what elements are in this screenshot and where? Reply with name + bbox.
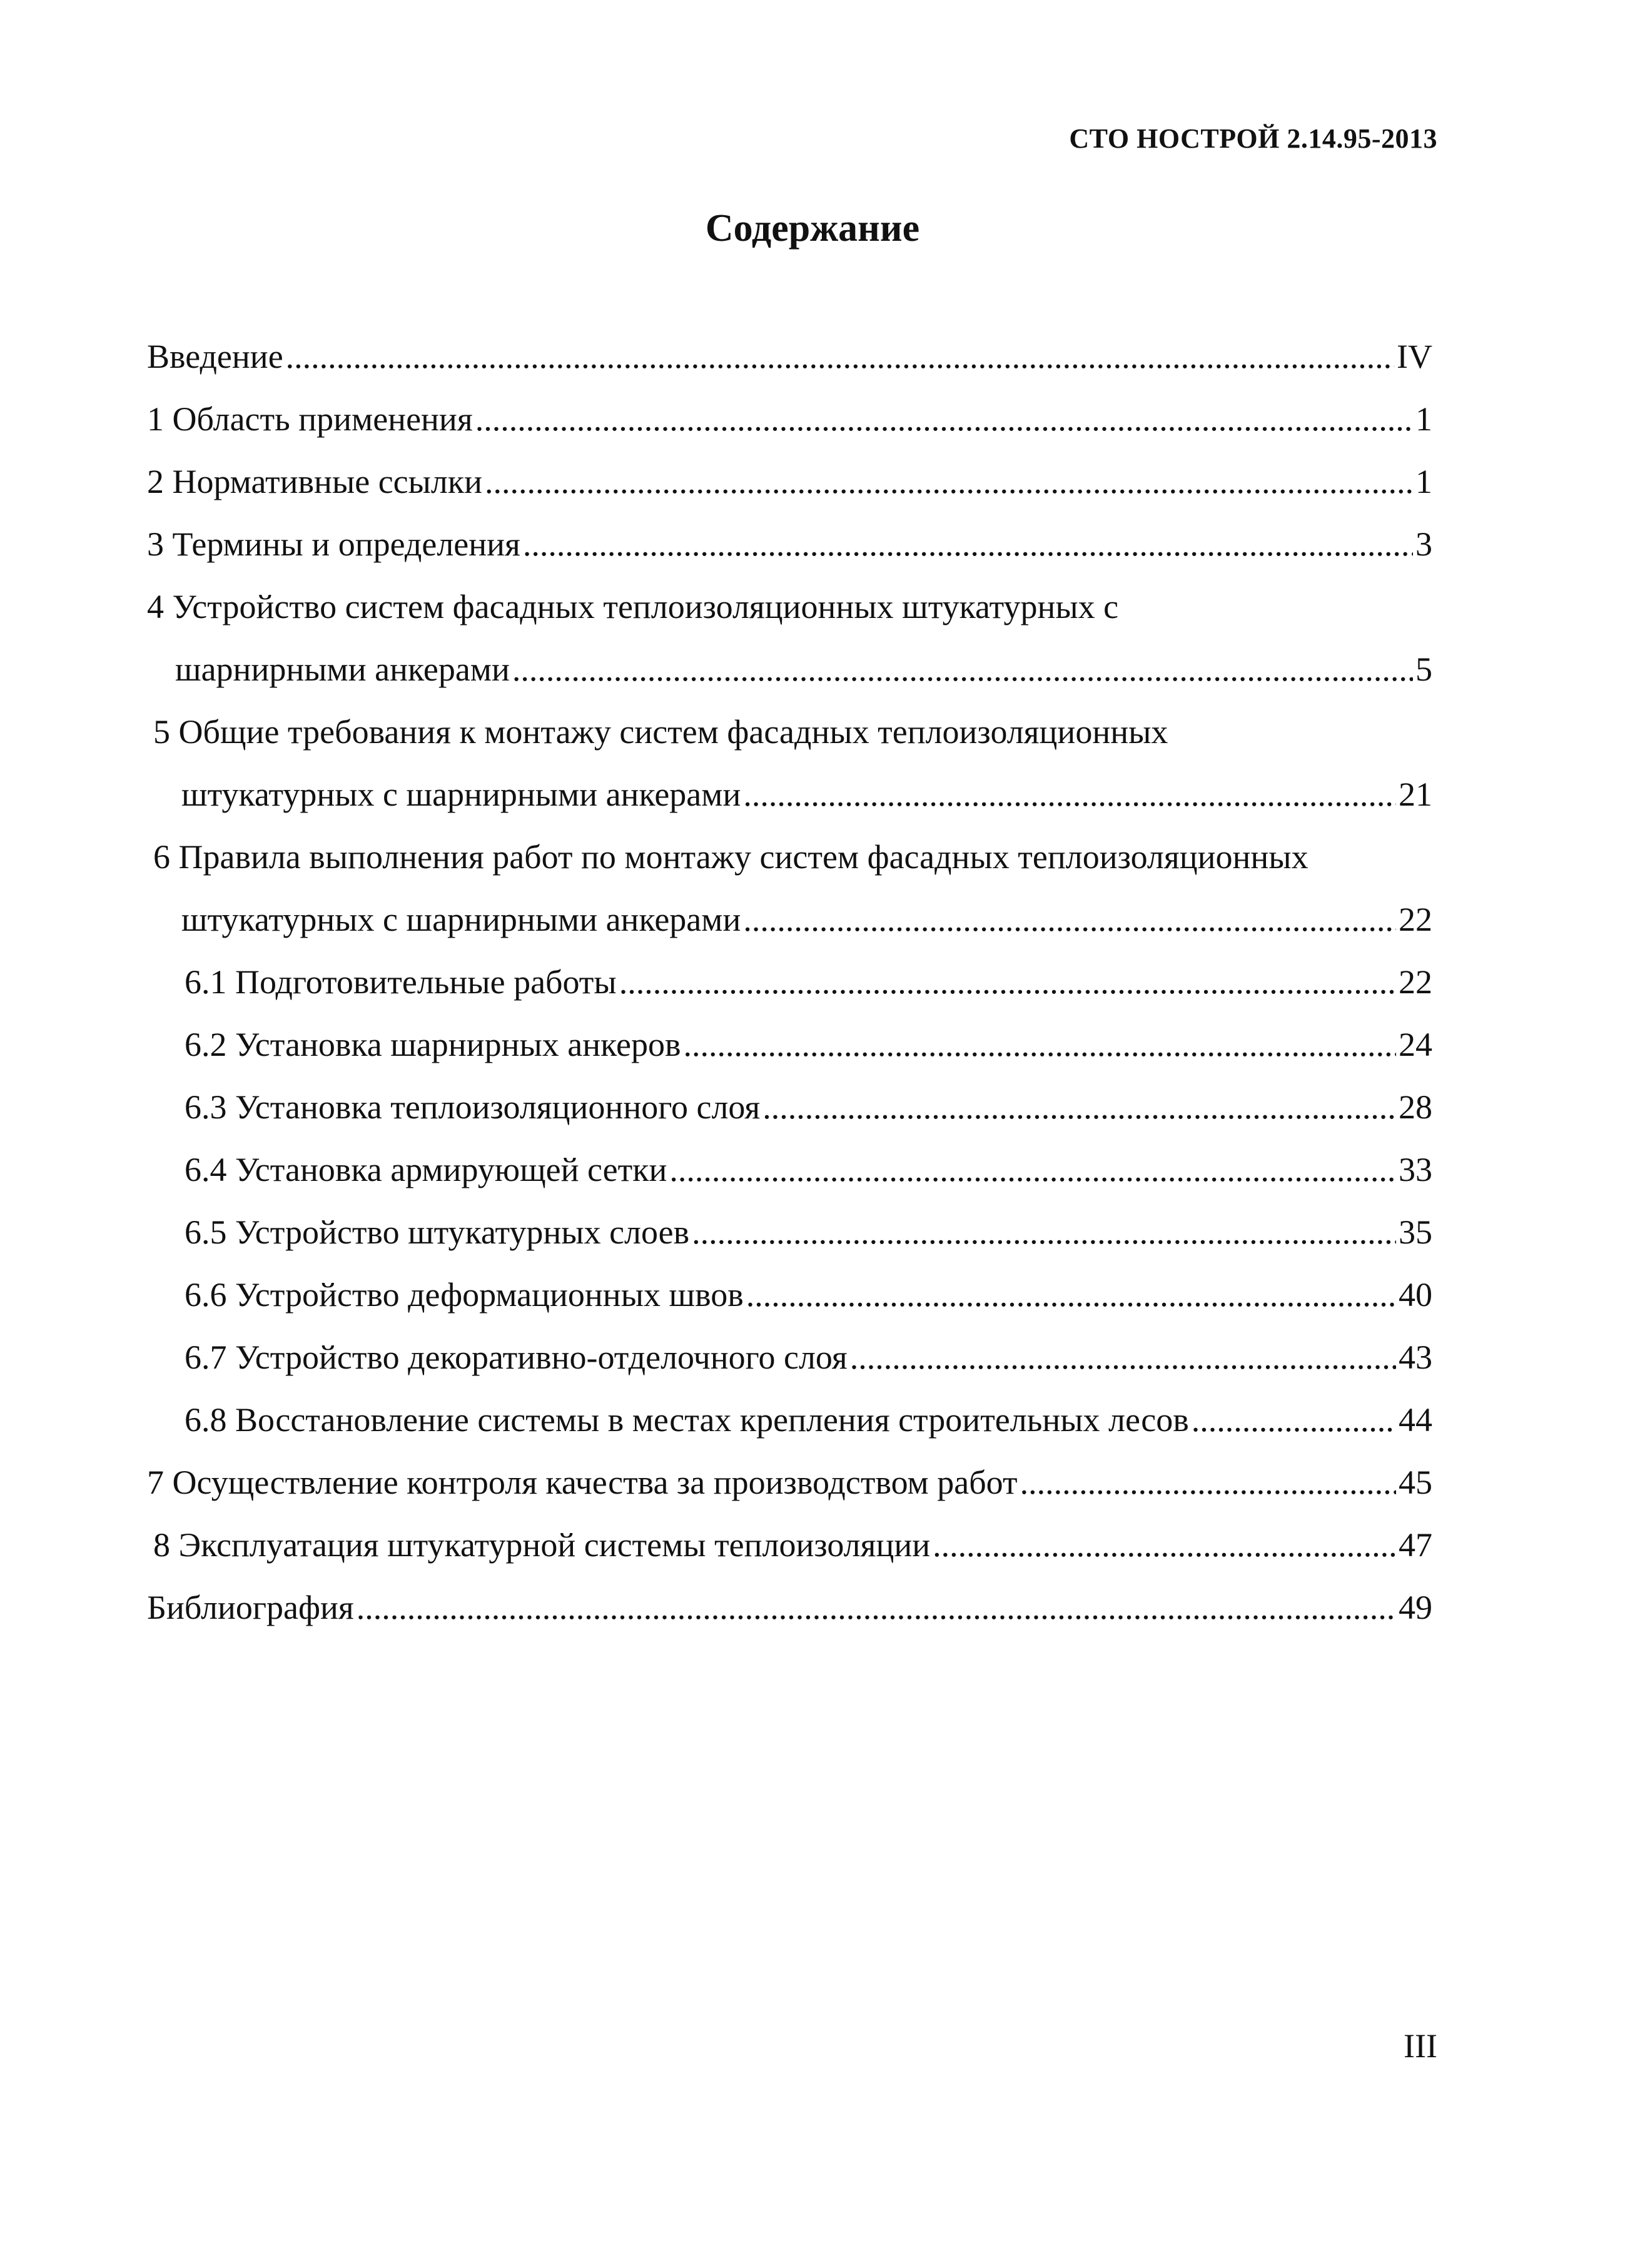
- toc-entry[interactable]: [147, 1138, 1432, 1201]
- toc-entry-page: 35: [1399, 1213, 1432, 1251]
- toc-entry-page: 49: [1399, 1589, 1432, 1626]
- toc-entry-label: 8 Эксплуатация штукатурной системы теплоизоляции: [153, 1526, 931, 1564]
- toc-leader-dots: [762, 1076, 1396, 1138]
- toc-entry[interactable]: [147, 1514, 1432, 1576]
- toc-entry-label: 6.7 Устройство декоративно-отделочного слоя: [185, 1339, 848, 1376]
- toc-leader-dots: [746, 1263, 1396, 1326]
- toc-entry-page: 40: [1399, 1276, 1432, 1314]
- document-code: СТО НОСТРОЙ 2.14.95-2013: [1069, 123, 1437, 154]
- toc-entry-page: 22: [1399, 963, 1432, 1001]
- toc-leader-dots: [1020, 1451, 1396, 1514]
- toc-leader-dots: [669, 1138, 1396, 1201]
- toc-entry-label: 6.6 Устройство деформационных швов: [185, 1276, 744, 1314]
- toc-entry[interactable]: [147, 638, 1432, 701]
- toc-leader-dots: [475, 388, 1413, 450]
- toc-entry[interactable]: [147, 1076, 1432, 1138]
- toc-leader-dots: [1192, 1389, 1396, 1451]
- toc-leader-dots: [357, 1576, 1396, 1639]
- table-of-contents: [147, 325, 1432, 1639]
- toc-entry-label: штукатурных с шарнирными анкерами: [181, 901, 741, 938]
- toc-entry-page: IV: [1397, 338, 1432, 375]
- toc-leader-dots: [743, 888, 1396, 951]
- toc-entry-label: штукатурных с шарнирными анкерами: [181, 776, 741, 813]
- toc-entry-label: 7 Осуществление контроля качества за производством работ: [147, 1464, 1018, 1501]
- toc-leader-dots: [933, 1514, 1396, 1576]
- toc-entry-page: 28: [1399, 1088, 1432, 1126]
- toc-entry[interactable]: [147, 826, 1432, 888]
- toc-entry-label: 6.4 Установка армирующей сетки: [185, 1151, 667, 1188]
- toc-entry-page: 24: [1399, 1026, 1432, 1063]
- toc-entry-page: 5: [1415, 651, 1432, 688]
- toc-entry[interactable]: [147, 1389, 1432, 1451]
- toc-leader-dots: [743, 763, 1396, 826]
- toc-entry[interactable]: [147, 1263, 1432, 1326]
- toc-entry-label: 6.2 Установка шарнирных анкеров: [185, 1026, 681, 1063]
- toc-leader-dots: [683, 1013, 1396, 1076]
- toc-entry[interactable]: [147, 575, 1432, 638]
- toc-entry[interactable]: [147, 951, 1432, 1013]
- toc-entry-label: 6.5 Устройство штукатурных слоев: [185, 1213, 690, 1251]
- toc-entry[interactable]: [147, 1201, 1432, 1263]
- toc-entry-label: Введение: [147, 338, 283, 375]
- toc-entry-label: Библиография: [147, 1589, 354, 1626]
- toc-entry[interactable]: [147, 388, 1432, 450]
- toc-entry[interactable]: [147, 763, 1432, 826]
- toc-entry-page: 43: [1399, 1339, 1432, 1376]
- toc-entry[interactable]: [147, 888, 1432, 951]
- toc-entry-page: 22: [1399, 901, 1432, 938]
- toc-entry-page: 1: [1415, 400, 1432, 438]
- toc-leader-dots: [692, 1201, 1396, 1263]
- toc-entry-label: 2 Нормативные ссылки: [147, 463, 482, 500]
- toc-entry-label: 6.8 Восстановление системы в местах крепления строительных лесов: [185, 1401, 1189, 1439]
- toc-entry-page: 3: [1415, 525, 1432, 563]
- toc-entry-page: 45: [1399, 1464, 1432, 1501]
- toc-entry-label: 5 Общие требования к монтажу систем фасадных теплоизоляционных: [153, 713, 1168, 751]
- toc-entry[interactable]: [147, 325, 1432, 388]
- toc-entry[interactable]: [147, 1013, 1432, 1076]
- toc-entry[interactable]: [147, 1576, 1432, 1639]
- toc-entry[interactable]: [147, 450, 1432, 513]
- toc-entry[interactable]: [147, 1451, 1432, 1514]
- toc-leader-dots: [485, 450, 1413, 513]
- toc-entry-label: 4 Устройство систем фасадных теплоизоляционных штукатурных с: [147, 588, 1119, 625]
- toc-entry-page: 44: [1399, 1401, 1432, 1439]
- toc-entry-label: 6 Правила выполнения работ по монтажу систем фасадных теплоизоляционных: [153, 838, 1309, 876]
- toc-leader-dots: [512, 638, 1413, 701]
- toc-entry-label: 6.3 Установка теплоизоляционного слоя: [185, 1088, 761, 1126]
- toc-leader-dots: [850, 1326, 1396, 1389]
- page-title: Содержание: [705, 207, 920, 250]
- toc-entry[interactable]: [147, 701, 1432, 763]
- toc-entry-page: 33: [1399, 1151, 1432, 1188]
- toc-entry-label: шарнирными анкерами: [175, 651, 510, 688]
- toc-leader-dots: [619, 951, 1396, 1013]
- toc-entry-label: 1 Область применения: [147, 400, 473, 438]
- toc-entry-page: 21: [1399, 776, 1432, 813]
- toc-entry-label: 3 Термины и определения: [147, 525, 520, 563]
- page-number: III: [1404, 2027, 1437, 2065]
- toc-leader-dots: [286, 325, 1394, 388]
- toc-entry-page: 1: [1415, 463, 1432, 500]
- toc-entry[interactable]: [147, 513, 1432, 575]
- toc-entry-page: 47: [1399, 1526, 1432, 1564]
- toc-entry[interactable]: [147, 1326, 1432, 1389]
- toc-entry-label: 6.1 Подготовительные работы: [185, 963, 617, 1001]
- toc-leader-dots: [523, 513, 1413, 575]
